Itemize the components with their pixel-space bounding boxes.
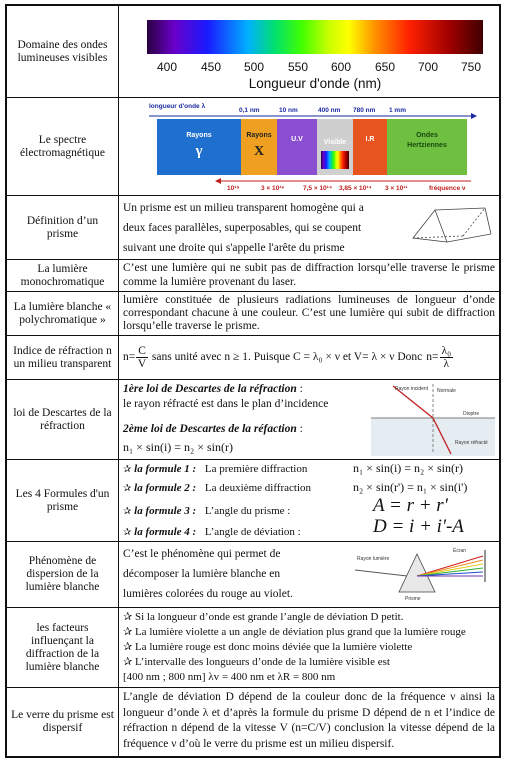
prism-def-line: Un prisme est un milieu transparent homogène qui a	[123, 202, 364, 214]
formula-2-equation: n₂ × sin(r') = n₁ × sin(i')	[353, 480, 468, 494]
numerator: C	[138, 345, 146, 357]
dispersion-line: décomposer la lumière blanche en	[123, 568, 281, 580]
band-ir	[353, 119, 387, 175]
em-bottom-label: 3 × 10¹¹	[385, 185, 408, 192]
em-top-label: 10 nm	[279, 107, 298, 114]
em-top-label: 400 nm	[318, 107, 341, 114]
diagram-label: Rayon lumière	[357, 556, 390, 562]
formula-4	[123, 526, 301, 539]
descartes-laws	[119, 380, 499, 459]
diagram-label: Rayon réfracté	[455, 440, 488, 446]
row-label: La lumière monochromatique	[7, 260, 119, 291]
prism-def-line: deux faces parallèles, superposables, qui se coupent	[123, 222, 362, 234]
row-label: Phénomène de dispersion de la lumière blanche	[7, 542, 119, 607]
tick-label: 700	[417, 60, 439, 74]
em-spectrum-chart	[121, 99, 497, 193]
tick-label: 400	[156, 60, 178, 74]
row-label: Le spectre électromagnétique	[7, 98, 119, 195]
spectrum-band	[147, 20, 483, 54]
formula-description: La deuxième diffraction	[204, 482, 312, 494]
formula-3	[123, 505, 290, 518]
factors-list	[119, 608, 499, 687]
band-label: Ondes	[416, 132, 438, 139]
row-label: Indice de réfraction n un milieu transparent	[7, 336, 119, 379]
row-monochromatic	[7, 260, 499, 292]
em-bottom-label: fréquence ν	[429, 185, 466, 192]
prism-def-line: suivant une droite qui s'appelle l'arête du prisme	[123, 242, 345, 254]
em-bottom-label: 10¹⁹	[227, 185, 240, 192]
fraction-c-over-v	[136, 345, 148, 370]
formula-1	[123, 463, 307, 476]
tick-label: 450	[200, 60, 222, 74]
row-dispersion	[7, 542, 499, 608]
refraction-diagram	[371, 382, 495, 456]
em-spectrum-figure	[119, 98, 499, 195]
refractive-index-formula	[119, 336, 499, 379]
row-visible-domain	[7, 6, 499, 98]
row-prism-definition	[7, 196, 499, 260]
formula-3-equation: A = r + r'	[373, 495, 448, 516]
tick-label: 550	[287, 60, 309, 74]
summary-table	[5, 4, 501, 758]
axis-label: Longueur d'onde (nm)	[248, 76, 382, 91]
row-label: les facteurs influençant la diffraction de la lumière blanche	[7, 608, 119, 687]
em-top-label: 780 nm	[353, 107, 376, 114]
law2-colon: :	[296, 423, 303, 435]
formula-2	[123, 482, 311, 495]
band-symbol: X	[253, 144, 265, 159]
factor-item: ✰ Si la longueur d’onde est grande l’angle de déviation D petit.	[123, 611, 404, 623]
formula-description: L’angle de déviation :	[204, 526, 301, 538]
formula-title: la formule 2 :	[134, 482, 197, 494]
diagram-label: Normale	[437, 388, 456, 394]
denominator: V	[137, 358, 147, 370]
dispersion-text	[119, 542, 499, 607]
row-em-spectrum	[7, 98, 499, 196]
row-label: Les 4 Formules d'un prisme	[7, 460, 119, 541]
star-icon: ✰	[123, 464, 132, 475]
em-bottom-label: 3,85 × 10¹⁴	[339, 185, 372, 192]
diagram-label: Écran	[453, 548, 467, 554]
row-descartes	[7, 380, 499, 460]
law2-title: 2ème loi de Descartes de la réfaction	[123, 423, 297, 435]
row-factors	[7, 608, 499, 688]
factor-item: ✰ La lumière violette a un angle de déviation plus grand que la lumière rouge	[123, 626, 466, 638]
row-prism-formulas	[7, 460, 499, 542]
row-label: La lumière blanche « polychromatique »	[7, 292, 119, 335]
formula-4-equation: D = i + i'-A	[373, 516, 464, 537]
row-label: loi de Descartes de la réfraction	[7, 380, 119, 459]
em-top-label: 1 mm	[389, 107, 406, 114]
em-bottom-label: 3 × 10¹⁶	[261, 185, 285, 192]
factor-item: [400 nm ; 800 nm] λv = 400 nm et λR = 800 nm	[123, 671, 336, 683]
tick-label: 650	[374, 60, 396, 74]
em-top-label: 0,1 nm	[239, 107, 260, 114]
band-label: Hertziennes	[407, 142, 447, 149]
dispersion-diagram	[355, 546, 495, 604]
row-label: Définition d’un prisme	[7, 196, 119, 259]
tick-label: 600	[330, 60, 352, 74]
monochromatic-text: C’est une lumière qui ne subit pas de diffraction lorsqu’elle traverse le prisme comme la lumière provenant du laser.	[123, 262, 495, 288]
law1-text: le rayon réfracté est dans le plan d’incidence	[123, 398, 329, 410]
prism-definition-text	[119, 196, 499, 259]
row-dispersive-glass	[7, 688, 499, 756]
em-top-label: longueur d'onde λ	[149, 103, 206, 110]
law2-equation: n₁ × sin(i) = n₂ × sin(r)	[123, 440, 233, 454]
formula-description: La première diffraction	[204, 463, 308, 475]
prism-3d-diagram	[407, 202, 495, 252]
law1-title: 1ère loi de Descartes de la réfraction	[123, 383, 297, 395]
prism-formulas	[119, 460, 499, 541]
tick-label: 500	[243, 60, 265, 74]
denominator: λ	[443, 358, 450, 370]
band-label: Rayons	[246, 132, 272, 139]
diagram-label: Prisme	[405, 596, 421, 602]
visible-spectrum-figure	[119, 6, 499, 97]
visible-spectrum-chart	[123, 8, 495, 94]
star-icon: ✰	[123, 527, 132, 538]
fraction-lambda	[440, 345, 454, 370]
polychromatic-text: lumière constituée de plusieurs radiations lumineuses de longueur d’onde correspondant chacune à une couleur. C’est une lumière qui subit de diffraction lorsqu’elle traverse le prisme.	[123, 294, 495, 332]
numerator: λ₀	[441, 345, 452, 357]
n-equals: n=	[426, 351, 439, 363]
band-label: Rayons	[186, 132, 212, 139]
visible-rainbow	[321, 151, 349, 169]
formula-title: la formule 1 :	[134, 463, 197, 475]
formula-title: la formule 4 :	[134, 526, 197, 538]
dispersive-text: L’angle de déviation D dépend de la couleur donc de la fréquence ν ainsi la longueur d’onde λ et d’après la formule du prisme D dépend de n et l’indice de réfraction n dépend de la vitesse V (n=C/V) conclusion la vitesse dépend de la fréquence ν d’où le verre du prisme est un milieu dispersif.	[123, 691, 495, 750]
factor-item: ✰ La lumière rouge est donc moins déviée que la lumière violette	[123, 641, 413, 653]
band-label: Visible	[323, 139, 347, 146]
n-equals: n=	[123, 351, 136, 363]
band-symbol: γ	[195, 143, 203, 159]
factor-item: ✰ L’intervalle des longueurs d’onde de la lumière visible est	[123, 656, 390, 668]
dispersion-line: lumières colorées du rouge au violet.	[123, 588, 293, 600]
dispersion-line: C’est le phénomène qui permet de	[123, 548, 281, 560]
row-label: Domaine des ondes lumineuses visibles	[7, 6, 119, 97]
law1-colon: :	[296, 383, 303, 395]
formula-title: la formule 3 :	[134, 505, 197, 517]
tick-label: 750	[460, 60, 482, 74]
diagram-label: Rayon incident	[395, 386, 429, 392]
band-uv	[277, 119, 317, 175]
star-icon: ✰	[123, 506, 132, 517]
row-polychromatic	[7, 292, 499, 336]
star-icon: ✰	[123, 483, 132, 494]
row-label: Le verre du prisme est dispersif	[7, 688, 119, 756]
band-label: I.R	[365, 136, 375, 143]
em-bottom-label: 7,5 × 10¹⁴	[303, 185, 333, 192]
index-explanation: sans unité avec n ≥ 1. Puisque C = λ₀ × ν et V= λ × ν Donc	[151, 351, 423, 363]
formula-description: L’angle du prisme :	[204, 505, 291, 517]
band-label: U.V	[291, 136, 303, 143]
row-refractive-index	[7, 336, 499, 380]
diagram-label: Dioptre	[463, 411, 480, 417]
formula-1-equation: n₁ × sin(i) = n₂ × sin(r)	[353, 461, 463, 475]
